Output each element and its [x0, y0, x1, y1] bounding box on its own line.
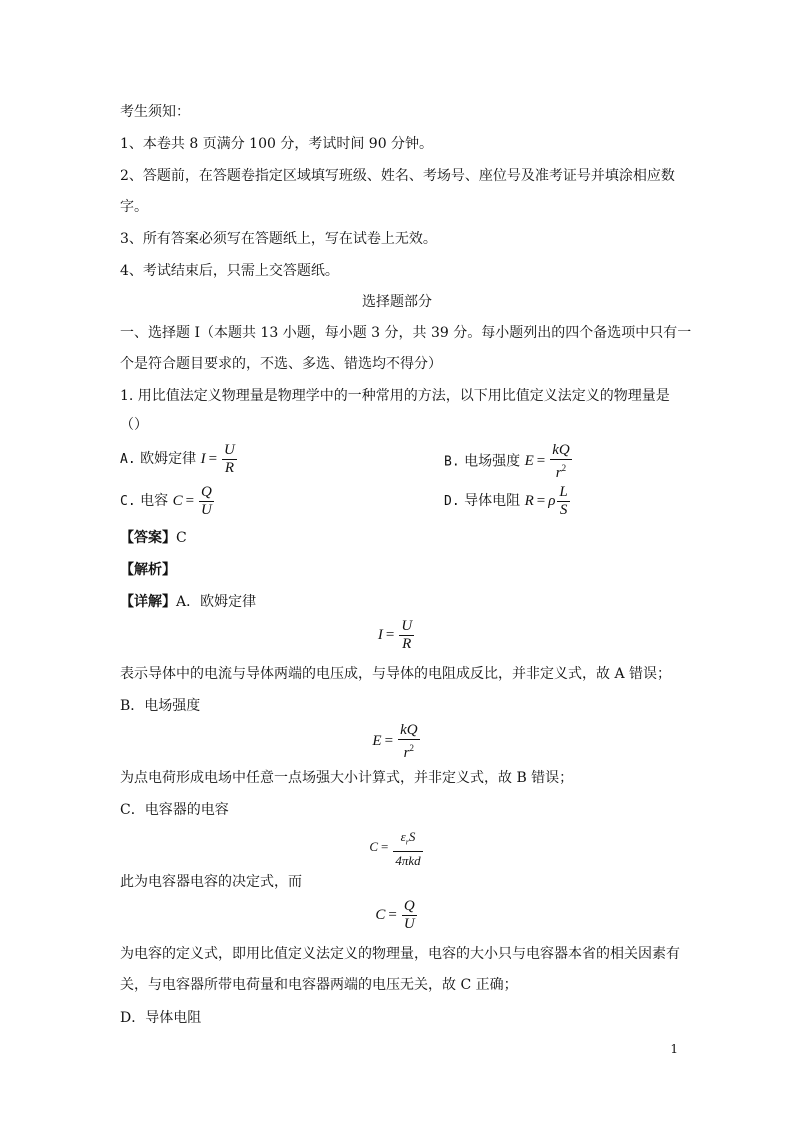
- option-a-denominator: R: [224, 460, 235, 476]
- formula-c-def-denominator: U: [403, 916, 415, 932]
- detail-c-head: C．电容器的电容: [120, 802, 229, 818]
- option-d-text: 导体电阻: [464, 492, 521, 509]
- detail-c-text: 此为电容器电容的决定式，而: [120, 874, 302, 890]
- formula-b-block: [0, 722, 794, 762]
- option-d-label: D.: [444, 493, 460, 509]
- formula-c-decision-block: [0, 828, 794, 869]
- section-title: 选择题部分: [362, 294, 432, 310]
- option-c-label: C.: [120, 493, 136, 509]
- part-heading-line-1: 一、选择题 I（本题共 13 小题，每小题 3 分，共 39 分。每小题列出的四个备选项中只有一: [120, 325, 692, 341]
- question-stem-line-1: 1. 用比值法定义物理量是物理学中的一种常用的方法，以下用比值定义法定义的物理量是: [120, 388, 670, 404]
- option-b-lhs: E: [524, 453, 534, 470]
- option-b-den-base: r: [555, 465, 562, 481]
- formula-a: I = $\frac{U}{R}$: [377, 618, 413, 652]
- part-heading-line-2: 个是符合题目要求的，不选、多选、错选均不得分）: [120, 356, 442, 372]
- formula-c-s: S: [408, 829, 416, 844]
- page-number: 1: [670, 1042, 678, 1056]
- option-a-fraction: [222, 442, 237, 477]
- formula-b-denominator: [398, 740, 420, 762]
- formula-b-den-base: r: [403, 745, 410, 761]
- formula-c-def: C = $\frac{Q}{U}$: [375, 898, 415, 932]
- notice-item-1: 1、本卷共 8 页满分 100 分，考试时间 90 分钟。: [120, 136, 434, 152]
- detail-a-text: 表示导体中的电流与导体两端的电压成，与导体的电阻成反比，并非定义式，故 A 错误；: [120, 666, 672, 682]
- formula-a-denominator: R: [402, 636, 412, 652]
- detail-b-text: 为点电荷形成电场中任意一点场强大小计算式，并非定义式，故 B 错误；: [120, 770, 574, 786]
- option-d-fraction: [557, 484, 569, 519]
- option-c-formula: C = $\frac{Q}{U}$: [172, 484, 212, 518]
- option-d: [444, 484, 572, 519]
- notice-item-2: 2、答题前，在答题卷指定区域填写班级、姓名、考场号、座位号及准考证号并填涂相应数: [120, 168, 675, 184]
- formula-a-numerator: U: [401, 618, 413, 634]
- detail-c-text-2: 为电容的定义式，即用比值定义法定义的物理量，电容的大小只与电容器本省的相关因素有: [120, 946, 680, 962]
- formula-c-def-lhs: C: [375, 906, 386, 923]
- formula-a-lhs: I: [377, 626, 383, 643]
- question-stem-line-2: （）: [120, 417, 148, 433]
- notice-title: 考生须知：: [120, 104, 190, 120]
- option-b-fraction: [550, 442, 572, 482]
- option-b-formula: E = $\frac{kQ}{r^2}$: [524, 442, 570, 481]
- option-a: [120, 442, 239, 477]
- formula-c-def-numerator: Q: [403, 898, 415, 914]
- option-d-coef: ρ: [548, 492, 556, 509]
- formula-c-decision: C = $\frac{\varepsilon_rS}{\text{4πkd}}$: [369, 829, 421, 868]
- formula-b-numerator: kQ: [400, 722, 418, 738]
- detail-c-text-3: 关，与电容器所带电荷量和电容器两端的电压无关，故 C 正确；: [120, 977, 518, 993]
- option-a-numerator: U: [224, 442, 235, 458]
- formula-b: E = $\frac{kQ}{r^2}$: [372, 722, 418, 761]
- option-c-numerator: Q: [201, 484, 212, 500]
- formula-c-decision-numerator: [393, 828, 422, 852]
- formula-c-decision-lhs: C: [369, 839, 379, 855]
- notice-item-3: 3、所有答案必须写在答题纸上，写在试卷上无效。: [120, 231, 437, 247]
- option-d-numerator: L: [559, 484, 568, 500]
- formula-c-decision-denominator: 4πkd: [395, 852, 421, 868]
- formula-c-def-block: [0, 898, 794, 933]
- option-b-label: B.: [444, 454, 460, 470]
- formula-b-den-sup: 2: [409, 743, 414, 753]
- notice-item-4: 4、考试结束后，只需上交答题纸。: [120, 263, 339, 279]
- option-c-lhs: C: [172, 492, 183, 509]
- option-d-lhs: R: [524, 492, 534, 509]
- option-c: [120, 484, 216, 519]
- formula-c-decision-fraction: [393, 828, 422, 869]
- option-d-denominator: S: [559, 502, 568, 518]
- option-c-fraction: [199, 484, 214, 519]
- option-c-text: 电容: [140, 492, 169, 509]
- analysis-tag: 【解析】: [120, 562, 176, 578]
- detail-a-head: A．欧姆定律: [176, 594, 257, 610]
- option-a-label: A.: [120, 451, 136, 467]
- detail-d-head: D．导体电阻: [120, 1010, 202, 1026]
- formula-b-fraction: [398, 722, 420, 762]
- detail-tag: 【详解】: [120, 594, 176, 610]
- detail-b-head: B．电场强度: [120, 698, 201, 714]
- formula-c-def-fraction: [402, 898, 417, 933]
- option-b-denominator: [550, 460, 572, 482]
- option-b-den-sup: 2: [561, 463, 567, 473]
- formula-a-block: [0, 618, 794, 653]
- formula-c-epsilon-sub: r: [405, 837, 409, 847]
- answer-value: C: [176, 530, 187, 546]
- notice-item-2-cont: 字。: [120, 199, 148, 215]
- option-a-text: 欧姆定律: [140, 450, 197, 467]
- option-d-formula: R = ρ $\frac{L}{S}$: [524, 484, 568, 518]
- formula-c-epsilon: ε: [400, 829, 406, 844]
- answer-line: [120, 528, 187, 548]
- answer-tag: 【答案】: [120, 530, 176, 546]
- formula-a-fraction: [399, 618, 414, 653]
- option-a-formula: I = $\frac{U}{R}$: [200, 442, 235, 476]
- formula-b-lhs: E: [372, 733, 382, 750]
- option-a-lhs: I: [200, 450, 206, 467]
- option-c-denominator: U: [201, 502, 212, 518]
- detail-a-head-line: [120, 592, 256, 612]
- option-b: [444, 442, 574, 482]
- option-b-text: 电场强度: [464, 453, 521, 470]
- option-b-numerator: kQ: [552, 442, 570, 458]
